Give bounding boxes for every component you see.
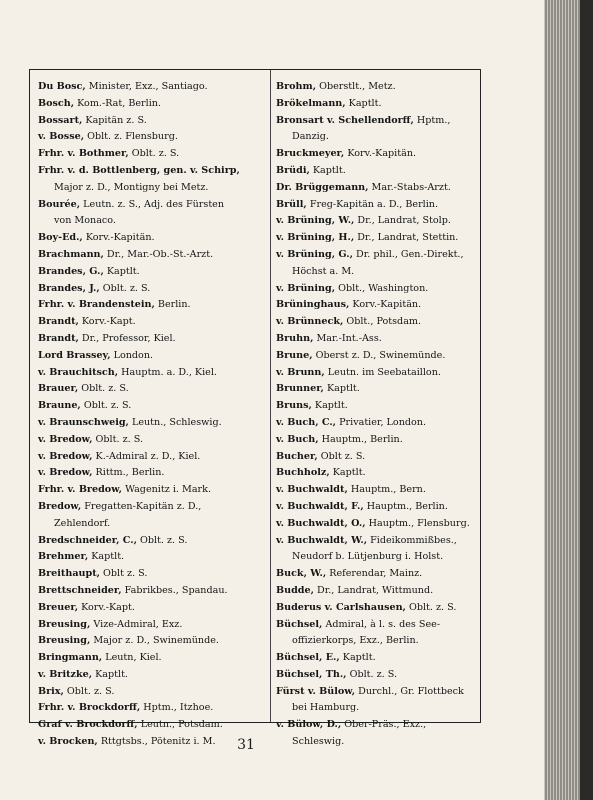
entry-name: Büchsel, bbox=[276, 618, 323, 630]
page-number: 31 bbox=[237, 737, 255, 753]
book-spine-shadow bbox=[580, 0, 593, 800]
entry-details: Mar.-Stabs-Arzt. bbox=[368, 181, 451, 193]
entry-details: Leutn. im Seebataillon. bbox=[324, 366, 441, 378]
entry-name: Boy-Ed., bbox=[38, 232, 83, 244]
entry-name: Bredow, bbox=[38, 500, 82, 512]
entry-details: Dr., Landrat, Stolp. bbox=[354, 215, 451, 227]
entry-continuation: von Monaco. bbox=[54, 215, 116, 227]
directory-entry bbox=[38, 583, 266, 600]
entry-name: v. Brüning, W., bbox=[276, 215, 355, 227]
entry-name: Bredschneider, C., bbox=[38, 534, 137, 546]
entry-name: Breusing, bbox=[38, 635, 91, 647]
entry-name: v. Bülow, D., bbox=[276, 719, 342, 731]
entry-details: Oblt. z. S. bbox=[346, 668, 398, 680]
entry-name: Breithaupt, bbox=[38, 568, 100, 580]
entry-name: v. Brüning, H., bbox=[276, 232, 355, 244]
directory-entry bbox=[38, 365, 266, 382]
entry-details: Oblt z. S. bbox=[100, 568, 148, 580]
entry-name: Brettschneider, bbox=[38, 584, 122, 596]
entry-name: Büchsel, E., bbox=[276, 652, 340, 664]
entry-name: v. Buchwaldt, F., bbox=[276, 500, 364, 512]
entry-details: Hauptm., Berlin. bbox=[363, 500, 448, 512]
entry-name: Frhr. v. Brockdorff, bbox=[38, 702, 141, 714]
entry-name: Du Bosc, bbox=[38, 81, 86, 92]
entry-name: Buchholz, bbox=[276, 467, 330, 479]
entry-name: Buck, W., bbox=[276, 568, 327, 580]
directory-entry bbox=[38, 482, 266, 499]
entry-name: Bucher, bbox=[276, 450, 318, 462]
entry-name: Brökelmann, bbox=[276, 97, 346, 109]
entry-name: v. Brauchitsch, bbox=[38, 366, 119, 378]
directory-entry bbox=[38, 465, 266, 482]
entry-name: Bronsart v. Schellendorff, bbox=[276, 114, 414, 126]
entry-name: Brandes, J., bbox=[38, 282, 100, 294]
entry-name: v. Britzke, bbox=[38, 668, 93, 680]
entry-details: Freg-Kapitän a. D., Berlin. bbox=[306, 198, 439, 210]
entry-details: Privatier, London. bbox=[336, 416, 427, 428]
directory-entry bbox=[276, 617, 476, 651]
entry-details: Berlin. bbox=[154, 299, 191, 311]
entry-name: v. Braunschweig, bbox=[38, 416, 129, 428]
directory-entry bbox=[276, 717, 476, 751]
entry-name: v. Buchwaldt, O., bbox=[276, 517, 366, 529]
entry-name: v. Bredow, bbox=[38, 467, 93, 479]
entry-name: Frhr. v. Bredow, bbox=[38, 484, 123, 496]
entry-name: Frhr. v. Brandenstein, bbox=[38, 299, 155, 311]
entry-details: Oblt. z. S. bbox=[92, 433, 143, 445]
entry-name: Bosch, bbox=[38, 97, 75, 109]
entry-details: Hauptm., Berlin. bbox=[318, 433, 403, 445]
directory-entry bbox=[276, 684, 476, 718]
directory-entry bbox=[38, 113, 266, 130]
entry-name: v. Buch, C., bbox=[276, 416, 337, 428]
directory-entry bbox=[38, 297, 266, 314]
entry-continuation: Schleswig. bbox=[292, 736, 345, 748]
entry-details: Hauptm. a. D., Kiel. bbox=[118, 366, 217, 378]
entry-details: Kapitän z. S. bbox=[82, 114, 147, 126]
entry-details: Fregatten-Kapitän z. D., bbox=[81, 500, 202, 512]
directory-entry bbox=[38, 600, 266, 617]
entry-name: Bruns, bbox=[276, 400, 312, 412]
entry-name: Buderus v. Carlshausen, bbox=[276, 601, 406, 613]
directory-entry bbox=[276, 381, 476, 398]
directory-entry bbox=[276, 281, 476, 298]
entry-details: Dr., Landrat, Wittmund. bbox=[313, 584, 434, 596]
directory-entry bbox=[276, 449, 476, 466]
entry-details: Rittm., Berlin. bbox=[92, 467, 165, 479]
entry-name: Dr. Brüggemann, bbox=[276, 181, 369, 193]
directory-entry bbox=[38, 684, 266, 701]
entry-details: Hauptm., Flensburg. bbox=[365, 517, 470, 529]
entry-name: v. Brüning, G., bbox=[276, 248, 353, 260]
directory-entry bbox=[276, 516, 476, 533]
entry-details: Dr., Professor, Kiel. bbox=[78, 332, 176, 344]
directory-entry bbox=[276, 482, 476, 499]
directory-entry bbox=[276, 398, 476, 415]
directory-entry bbox=[276, 348, 476, 365]
directory-entry bbox=[38, 415, 266, 432]
entry-details: Korv.-Kapitän. bbox=[349, 299, 422, 311]
entry-name: v. Bredow, bbox=[38, 450, 93, 462]
entry-name: Breusing, bbox=[38, 618, 91, 630]
directory-entry bbox=[276, 314, 476, 331]
entry-name: v. Buchwaldt, W., bbox=[276, 534, 368, 546]
entry-name: Fürst v. Bülow, bbox=[276, 685, 356, 697]
entry-details: Kaptlt. bbox=[329, 467, 366, 479]
entry-name: v. Brunn, bbox=[276, 366, 325, 378]
entry-details: Korv.-Kapt. bbox=[78, 601, 135, 613]
entry-details: Oberstlt., Metz. bbox=[316, 81, 396, 92]
entry-name: v. Brocken, bbox=[38, 736, 98, 748]
directory-entry bbox=[38, 499, 266, 533]
entry-name: v. Brünneck, bbox=[276, 316, 344, 328]
directory-entry bbox=[38, 331, 266, 348]
entry-details: Major z. D., Swinemünde. bbox=[90, 635, 219, 647]
entry-continuation: offizierkorps, Exz., Berlin. bbox=[292, 635, 419, 647]
entry-details: Korv.-Kapitän. bbox=[344, 148, 417, 160]
entry-name: Brüdi, bbox=[276, 164, 310, 176]
directory-entry bbox=[38, 449, 266, 466]
directory-entry bbox=[38, 700, 266, 717]
entry-continuation: bei Hamburg. bbox=[292, 702, 360, 714]
directory-entry bbox=[276, 79, 476, 96]
entry-details: Leutn, Kiel. bbox=[102, 652, 162, 664]
entry-name: v. Bredow, bbox=[38, 433, 93, 445]
entry-details: K.-Admiral z. D., Kiel. bbox=[92, 450, 201, 462]
directory-entry bbox=[276, 583, 476, 600]
entry-name: v. Bosse, bbox=[38, 131, 85, 143]
entry-name: v. Buchwaldt, bbox=[276, 484, 348, 496]
entry-details: Leutn., Potsdam. bbox=[137, 719, 223, 731]
entry-details: Oberst z. D., Swinemünde. bbox=[312, 349, 446, 361]
directory-entry bbox=[38, 617, 266, 634]
entry-details: Oblt. z. S. bbox=[63, 685, 115, 697]
entry-details: Oblt., Washington. bbox=[335, 282, 429, 294]
entry-details: Hptm., Itzhoe. bbox=[140, 702, 214, 714]
directory-entry bbox=[276, 96, 476, 113]
entry-details: Durchl., Gr. Flottbeck bbox=[355, 685, 464, 697]
entry-details: Oblt. z. S. bbox=[78, 383, 129, 395]
directory-entry bbox=[38, 264, 266, 281]
entry-details: Oblt. z. S. bbox=[128, 148, 180, 160]
entry-name: Brüninghaus, bbox=[276, 299, 350, 311]
entry-details: Dr. phil., Gen.-Direkt., bbox=[352, 248, 464, 260]
entry-name: Brüll, bbox=[276, 198, 307, 210]
entry-name: Brunner, bbox=[276, 383, 324, 395]
directory-entry bbox=[38, 96, 266, 113]
directory-entry bbox=[276, 247, 476, 281]
directory-entry bbox=[276, 650, 476, 667]
entry-continuation: Zehlendorf. bbox=[54, 517, 111, 529]
entry-details: Oblt. z. S. bbox=[136, 534, 188, 546]
entry-name: Frhr. v. Bothmer, bbox=[38, 148, 129, 160]
entry-continuation: Neudorf b. Lütjenburg i. Holst. bbox=[292, 551, 444, 563]
directory-entry bbox=[38, 398, 266, 415]
directory-entry bbox=[276, 566, 476, 583]
right-column bbox=[276, 79, 476, 751]
directory-entry bbox=[276, 180, 476, 197]
directory-entry bbox=[38, 667, 266, 684]
entry-name: Graf v. Brockdorff, bbox=[38, 719, 138, 731]
directory-entry bbox=[276, 432, 476, 449]
entry-name: v. Brüning, bbox=[276, 282, 336, 294]
directory-entry bbox=[38, 549, 266, 566]
directory-entry bbox=[38, 650, 266, 667]
entry-details: Hptm., bbox=[413, 114, 451, 126]
directory-entry bbox=[38, 247, 266, 264]
entry-details: Kaptlt. bbox=[339, 652, 376, 664]
entry-name: Brehmer, bbox=[38, 551, 89, 563]
directory-entry bbox=[38, 566, 266, 583]
entry-details: London. bbox=[110, 349, 154, 361]
entry-details: Mar.-Int.-Ass. bbox=[313, 332, 382, 344]
entry-details: Oblt z. S. bbox=[317, 450, 366, 462]
entry-name: Lord Brassey, bbox=[38, 349, 111, 361]
entry-details: Kom.-Rat, Berlin. bbox=[74, 97, 161, 109]
column-divider bbox=[270, 70, 271, 722]
entry-name: Bringmann, bbox=[38, 652, 103, 664]
entry-name: Breuer, bbox=[38, 601, 79, 613]
directory-entry bbox=[38, 533, 266, 550]
entry-continuation: Major z. D., Montigny bei Metz. bbox=[54, 181, 209, 193]
directory-entry bbox=[38, 79, 266, 96]
directory-entry bbox=[38, 129, 266, 146]
directory-entry bbox=[276, 197, 476, 214]
entry-name: Bourée, bbox=[38, 198, 81, 210]
entry-details: Referendar, Mainz. bbox=[326, 568, 423, 580]
entry-name: Brandt, bbox=[38, 332, 79, 344]
entry-details: Korv.-Kapitän. bbox=[82, 232, 155, 244]
directory-entry bbox=[38, 281, 266, 298]
entry-name: Bossart, bbox=[38, 114, 83, 126]
entry-details: Dr., Landrat, Stettin. bbox=[354, 232, 459, 244]
directory-entry bbox=[38, 633, 266, 650]
entry-name: Budde, bbox=[276, 584, 314, 596]
entry-name: Bruhn, bbox=[276, 332, 314, 344]
directory-entry bbox=[38, 717, 266, 734]
directory-entry bbox=[276, 297, 476, 314]
entry-name: Brune, bbox=[276, 349, 313, 361]
directory-entry bbox=[276, 213, 476, 230]
entry-name: Brohm, bbox=[276, 81, 317, 92]
directory-entry bbox=[276, 113, 476, 147]
directory-entry bbox=[276, 415, 476, 432]
entry-details: Oblt. z. Flensburg. bbox=[84, 131, 178, 143]
directory-entry bbox=[276, 465, 476, 482]
directory-entry bbox=[38, 348, 266, 365]
directory-entry bbox=[276, 331, 476, 348]
directory-entry bbox=[276, 230, 476, 247]
directory-entry bbox=[276, 667, 476, 684]
entry-details: Leutn. z. S., Adj. des Fürsten bbox=[80, 198, 225, 210]
entry-name: Brandes, G., bbox=[38, 265, 104, 277]
entry-details: Dr., Mar.-Ob.-St.-Arzt. bbox=[103, 248, 214, 260]
directory-entry bbox=[38, 314, 266, 331]
directory-entry bbox=[276, 499, 476, 516]
directory-entry bbox=[276, 146, 476, 163]
directory-entry bbox=[276, 600, 476, 617]
entry-continuation: Höchst a. M. bbox=[292, 265, 355, 277]
directory-entry bbox=[276, 365, 476, 382]
entry-details: Minister, Exz., Santiago. bbox=[85, 81, 208, 92]
entry-details: Oblt., Potsdam. bbox=[343, 316, 422, 328]
directory-entry bbox=[38, 197, 266, 231]
entry-details: Vize-Admiral, Exz. bbox=[90, 618, 183, 630]
entry-name: Frhr. v. d. Bottlenberg, gen. v. Schirp, bbox=[38, 164, 240, 176]
entry-name: Brachmann, bbox=[38, 248, 104, 260]
entry-details: Kaptlt. bbox=[311, 400, 348, 412]
entry-details: Leutn., Schleswig. bbox=[128, 416, 222, 428]
entry-details: Hauptm., Bern. bbox=[347, 484, 426, 496]
directory-entry bbox=[38, 230, 266, 247]
directory-entry bbox=[38, 146, 266, 163]
entry-name: v. Buch, bbox=[276, 433, 319, 445]
directory-entry bbox=[38, 381, 266, 398]
entry-details: Kaptlt. bbox=[323, 383, 360, 395]
entry-name: Büchsel, Th., bbox=[276, 668, 347, 680]
entry-name: Brix, bbox=[38, 685, 64, 697]
entry-details: Kaptlt. bbox=[345, 97, 382, 109]
entry-details: Oblt. z. S. bbox=[80, 400, 132, 412]
entry-name: Bruckmeyer, bbox=[276, 148, 345, 160]
entry-name: Brandt, bbox=[38, 316, 79, 328]
entry-details: Korv.-Kapt. bbox=[78, 316, 136, 328]
entry-details: Kaptlt. bbox=[103, 265, 140, 277]
entry-details: Kaptlt. bbox=[88, 551, 125, 563]
entry-details: Fabrikbes., Spandau. bbox=[121, 584, 228, 596]
entry-details: Admiral, à l. s. des See- bbox=[322, 618, 441, 630]
left-column bbox=[38, 79, 266, 751]
entry-details: Ober-Präs., Exz., bbox=[341, 719, 427, 731]
entry-details: Wagenitz i. Mark. bbox=[122, 484, 211, 496]
entry-details: Kaptlt. bbox=[92, 668, 128, 680]
entry-details: Fideikommißbes., bbox=[367, 534, 457, 546]
directory-entry bbox=[38, 432, 266, 449]
entry-details: Rttgtsbs., Pötenitz i. M. bbox=[97, 736, 216, 748]
entry-name: Braune, bbox=[38, 400, 81, 412]
entry-details: Oblt. z. S. bbox=[99, 282, 151, 294]
entry-continuation: Danzig. bbox=[292, 131, 329, 143]
directory-entry bbox=[38, 163, 266, 197]
directory-entry bbox=[276, 163, 476, 180]
entry-details: Oblt. z. S. bbox=[405, 601, 457, 613]
entry-name: Brauer, bbox=[38, 383, 79, 395]
entry-details: Kaptlt. bbox=[309, 164, 346, 176]
directory-entry bbox=[276, 533, 476, 567]
